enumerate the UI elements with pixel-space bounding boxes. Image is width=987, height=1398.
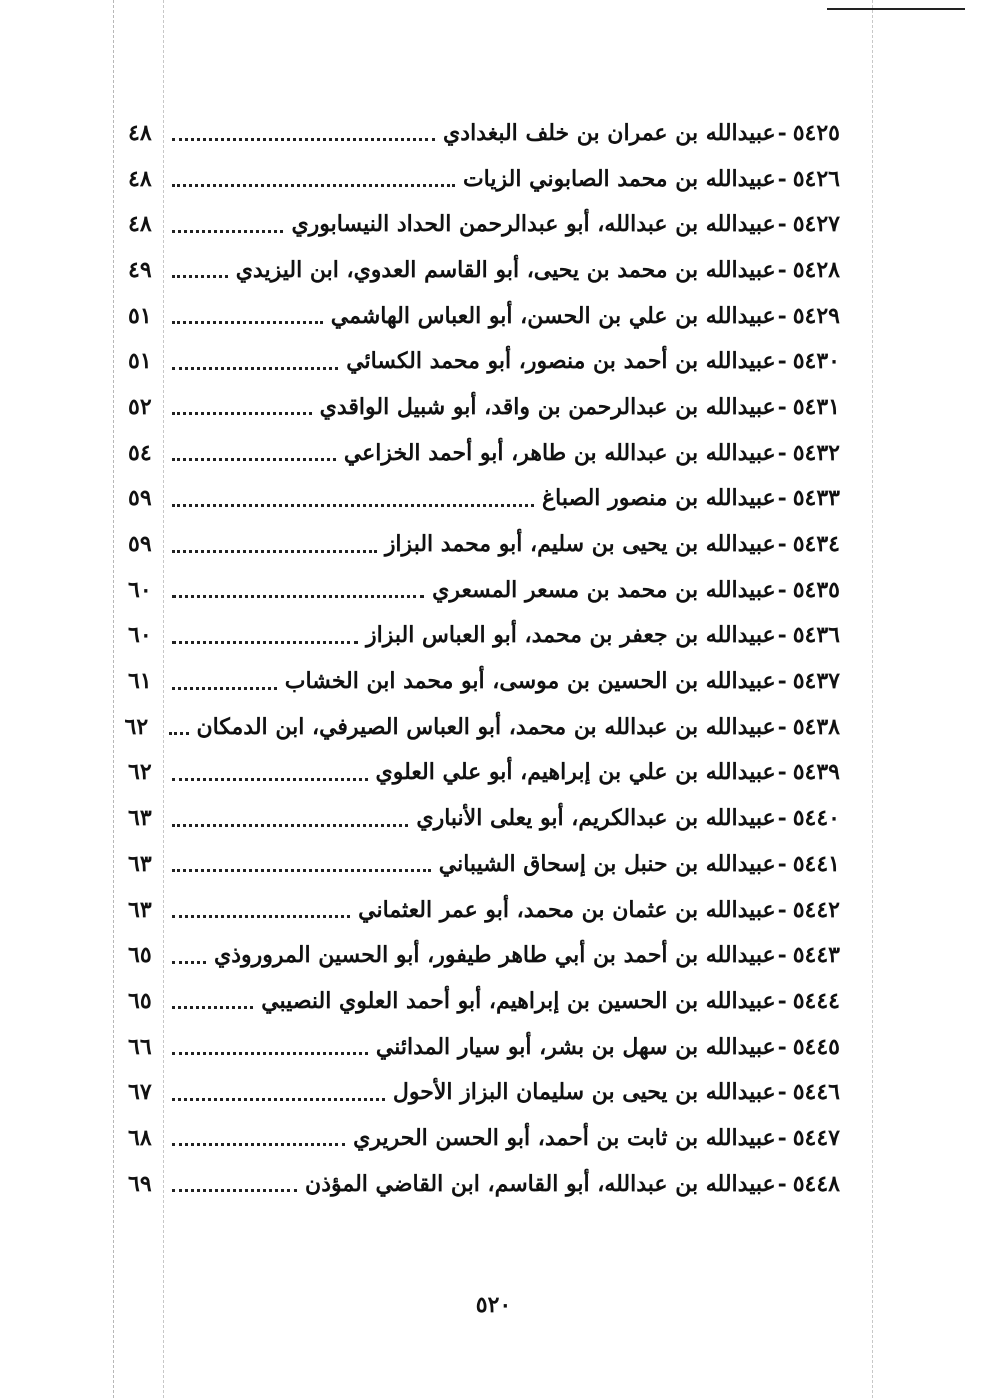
toc-entry	[128, 795, 840, 841]
entry-dash: -	[777, 256, 787, 283]
entry-number: ٥٤٤٧	[792, 1124, 840, 1151]
entry-page: ٥٩	[128, 531, 152, 558]
toc-entry	[128, 384, 840, 430]
entry-page: ٦٣	[128, 805, 152, 832]
entry-dash: -	[777, 987, 787, 1014]
entry-page: ٤٨	[128, 165, 152, 192]
entry-number: ٥٤٣٦	[792, 622, 840, 649]
scan-margin-line	[872, 0, 873, 1398]
entry-dash: -	[777, 896, 787, 923]
entry-dash: -	[777, 165, 787, 192]
toc-entry	[128, 293, 840, 339]
entry-page: ٤٨	[128, 211, 152, 238]
entry-number: ٥٤٣٥	[792, 576, 840, 603]
entry-number: ٥٤٤٨	[792, 1170, 840, 1197]
entry-page: ٦٣	[128, 850, 152, 877]
toc-entry	[128, 750, 840, 796]
toc-entry	[128, 476, 840, 522]
toc-entry	[128, 1024, 840, 1070]
entry-title: عبيدالله بن الحسين بن موسى، أبو محمد ابن الخشاب	[284, 668, 776, 695]
entry-dash: -	[777, 1170, 787, 1197]
entry-page: ٥٤	[128, 439, 152, 466]
toc-entry	[128, 338, 840, 384]
entry-page: ٦٩	[128, 1170, 152, 1197]
entry-number: ٥٤٤٠	[792, 805, 840, 832]
entry-page: ٦٦	[128, 1033, 152, 1060]
entry-number: ٥٤٤٣	[792, 942, 840, 969]
entry-title: عبيدالله بن عثمان بن محمد، أبو عمر العثماني	[358, 896, 776, 923]
toc-entry	[128, 201, 840, 247]
entry-title: عبيدالله بن يحيى بن سليمان البزاز الأحول	[392, 1079, 776, 1106]
entry-dash: -	[777, 759, 787, 786]
entry-title: عبيدالله بن عبدالله، أبو القاسم، ابن القاضي المؤذن	[305, 1170, 776, 1197]
entry-number: ٥٤٢٩	[792, 302, 840, 329]
toc-entry	[128, 110, 840, 156]
dot-leader	[172, 619, 358, 644]
entry-number: ٥٤٢٦	[792, 165, 840, 192]
page-number: ٥٢٠	[475, 1292, 512, 1318]
dot-leader	[172, 299, 323, 324]
entry-title: عبيدالله بن جعفر بن محمد، أبو العباس البزاز	[366, 622, 776, 649]
dot-leader	[172, 756, 368, 781]
entry-dash: -	[777, 302, 787, 329]
toc-entry	[128, 658, 840, 704]
toc-entry	[128, 521, 840, 567]
entry-number: ٥٤٣٢	[792, 439, 840, 466]
entry-page: ٦١	[128, 668, 152, 695]
toc-entry	[128, 978, 840, 1024]
entry-dash: -	[777, 805, 787, 832]
entry-title: عبيدالله بن عبدالله، أبو عبدالرحمن الحداد النيسابوري	[291, 211, 776, 238]
dot-leader	[172, 162, 455, 187]
entry-number: ٥٤٤٢	[792, 896, 840, 923]
toc-entry	[128, 613, 840, 659]
toc-entry	[128, 841, 840, 887]
dot-leader	[172, 528, 377, 553]
top-rule	[827, 8, 965, 10]
entry-number: ٥٤٢٧	[792, 211, 840, 238]
dot-leader	[172, 436, 336, 461]
entry-title: عبيدالله بن عمران بن خلف البغدادي	[443, 119, 776, 146]
dot-leader	[172, 847, 431, 872]
entry-title: عبيدالله بن أحمد بن منصور، أبو محمد الكسائي	[346, 348, 776, 375]
entry-dash: -	[777, 1033, 787, 1060]
dot-leader	[172, 984, 253, 1009]
entry-dash: -	[777, 119, 787, 146]
entry-dash: -	[777, 622, 787, 649]
entry-title: عبيدالله بن ثابت بن أحمد، أبو الحسن الحريري	[353, 1124, 776, 1151]
entry-dash: -	[777, 393, 787, 420]
entry-number: ٥٤٤٦	[792, 1079, 840, 1106]
entry-dash: -	[777, 1079, 787, 1106]
dot-leader	[172, 253, 228, 278]
entry-title: عبيدالله بن حنبل بن إسحاق الشيباني	[438, 850, 776, 877]
entry-number: ٥٤٤١	[792, 850, 840, 877]
dot-leader	[172, 345, 338, 370]
entry-number: ٥٤٣٤	[792, 531, 840, 558]
dot-leader	[172, 482, 534, 507]
dot-leader	[169, 710, 189, 735]
entry-title: عبيدالله بن عبدالله بن طاهر، أبو أحمد الخزاعي	[343, 439, 776, 466]
entry-page: ٦٠	[128, 576, 152, 603]
entry-page: ٥١	[128, 302, 152, 329]
entry-number: ٥٤٢٥	[792, 119, 840, 146]
dot-leader	[172, 802, 408, 827]
dot-leader	[172, 1076, 385, 1101]
table-of-contents	[124, 110, 840, 1207]
entry-title: عبيدالله بن منصور الصباغ	[542, 485, 776, 512]
entry-dash: -	[777, 485, 787, 512]
scan-margin-line	[113, 0, 114, 1398]
entry-title: عبيدالله بن الحسين بن إبراهيم، أبو أحمد العلوي النصيبي	[261, 987, 776, 1014]
entry-dash: -	[777, 439, 787, 466]
dot-leader	[172, 1030, 368, 1055]
entry-dash: -	[777, 1124, 787, 1151]
entry-page: ٦٥	[128, 942, 152, 969]
toc-entry	[128, 156, 840, 202]
dot-leader	[172, 893, 350, 918]
toc-entry	[128, 1069, 840, 1115]
entry-page: ٦٢	[124, 713, 149, 740]
entry-dash: -	[777, 850, 787, 877]
toc-entry	[128, 932, 840, 978]
entry-page: ٤٨	[128, 119, 152, 146]
entry-title: عبيدالله بن محمد بن مسعر المسعري	[432, 576, 776, 603]
toc-entry	[128, 1115, 840, 1161]
entry-number: ٥٤٣١	[792, 393, 840, 420]
dot-leader	[172, 665, 277, 690]
entry-title: عبيدالله بن عبدالله بن محمد، أبو العباس الصيرفي، ابن الدمكان	[196, 713, 776, 740]
dot-leader	[172, 1121, 345, 1146]
entry-title: عبيدالله بن علي بن الحسن، أبو العباس الهاشمي	[330, 302, 776, 329]
dot-leader	[172, 390, 312, 415]
entry-number: ٥٤٤٤	[792, 987, 840, 1014]
entry-page: ٦٠	[128, 622, 152, 649]
toc-entry	[128, 430, 840, 476]
entry-dash: -	[777, 211, 787, 238]
entry-title: عبيدالله بن محمد الصابوني الزيات	[462, 165, 776, 192]
entry-title: عبيدالله بن سهل بن بشر، أبو سيار المدائني	[375, 1033, 776, 1060]
entry-title: عبيدالله بن عبدالكريم، أبو يعلى الأنباري	[416, 805, 776, 832]
entry-title: عبيدالله بن عبدالرحمن بن واقد، أبو شبيل الواقدي	[319, 393, 776, 420]
entry-number: ٥٤٣٩	[792, 759, 840, 786]
entry-page: ٦٣	[128, 896, 152, 923]
entry-page: ٤٩	[128, 256, 152, 283]
entry-page: ٦٧	[128, 1079, 152, 1106]
dot-leader	[172, 939, 206, 964]
entry-dash: -	[777, 668, 787, 695]
entry-dash: -	[777, 713, 787, 740]
entry-page: ٦٢	[128, 759, 152, 786]
toc-entry	[124, 704, 840, 750]
entry-title: عبيدالله بن علي بن إبراهيم، أبو علي العلوي	[375, 759, 776, 786]
entry-dash: -	[777, 576, 787, 603]
dot-leader	[172, 573, 424, 598]
entry-page: ٥٩	[128, 485, 152, 512]
dot-leader	[172, 208, 283, 233]
entry-number: ٥٤٢٨	[792, 256, 840, 283]
dot-leader	[172, 1167, 297, 1192]
toc-entry	[128, 247, 840, 293]
toc-entry	[128, 887, 840, 933]
entry-title: عبيدالله بن يحيى بن سليم، أبو محمد البزاز	[384, 531, 776, 558]
toc-entry	[128, 1161, 840, 1207]
entry-number: ٥٤٣٧	[792, 668, 840, 695]
entry-dash: -	[777, 942, 787, 969]
entry-number: ٥٤٤٥	[792, 1033, 840, 1060]
entry-number: ٥٤٣٣	[792, 485, 840, 512]
entry-page: ٦٨	[128, 1124, 152, 1151]
entry-dash: -	[777, 348, 787, 375]
toc-entry	[128, 567, 840, 613]
entry-number: ٥٤٣٠	[792, 348, 840, 375]
entry-page: ٦٥	[128, 987, 152, 1014]
entry-page: ٥٢	[128, 393, 152, 420]
entry-title: عبيدالله بن محمد بن يحيى، أبو القاسم العدوي، ابن اليزيدي	[235, 256, 776, 283]
entry-title: عبيدالله بن أحمد بن أبي طاهر طيفور، أبو الحسين المروروذي	[214, 942, 776, 969]
dot-leader	[172, 116, 435, 141]
entry-dash: -	[777, 531, 787, 558]
entry-number: ٥٤٣٨	[792, 713, 840, 740]
entry-page: ٥١	[128, 348, 152, 375]
